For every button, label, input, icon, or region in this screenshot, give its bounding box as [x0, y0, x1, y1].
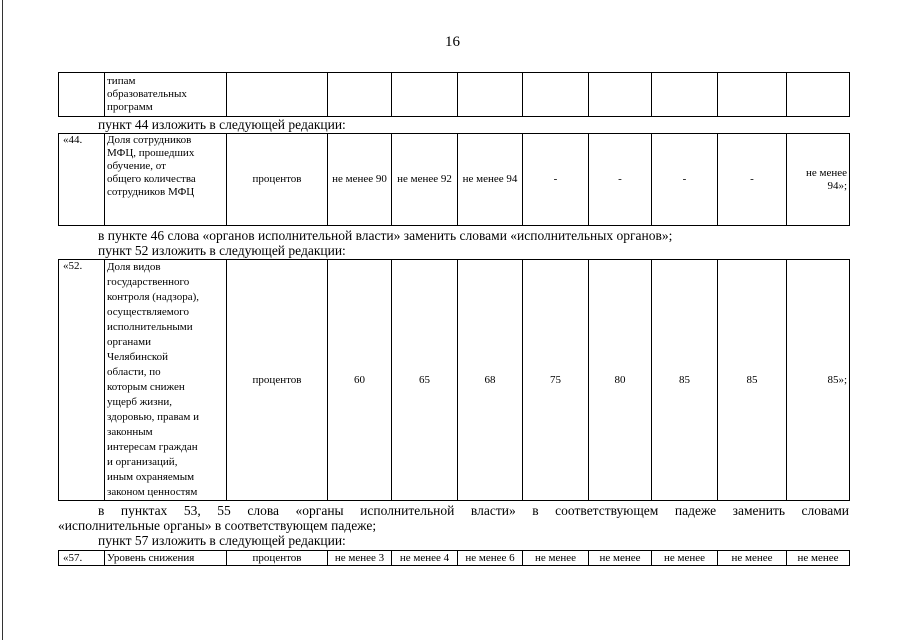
paragraph-52: пункт 52 изложить в следующей редакции:	[98, 243, 346, 258]
row-value: не менее	[787, 551, 850, 566]
desc-line: законом ценностям	[107, 486, 198, 498]
row-description	[105, 134, 227, 226]
desc-line: государственного	[107, 276, 190, 288]
row-number: «57.	[59, 551, 105, 566]
row-value: не менее 94	[458, 134, 523, 226]
page-number: 16	[445, 34, 460, 50]
desc-line: обучение, от	[107, 160, 166, 172]
row-value: 85	[652, 260, 718, 501]
cell-value	[718, 73, 787, 117]
row-value: не менее	[589, 551, 652, 566]
desc-line: сотрудников МФЦ	[107, 186, 195, 198]
row-number: «52.	[59, 260, 105, 501]
cell-value	[392, 73, 458, 117]
desc-line: ущерб жизни,	[107, 396, 173, 408]
desc-line: МФЦ, прошедших	[107, 147, 195, 159]
paragraph-46: в пункте 46 слова «органов исполнительной власти» заменить словами «исполнительных органов»;	[98, 228, 673, 243]
cell-value	[328, 73, 392, 117]
desc-line: здоровью, правам и	[107, 411, 199, 423]
row-value: -	[718, 134, 787, 226]
row-value: не менее	[718, 551, 787, 566]
paragraph-53-line2: «исполнительные органы» в соответствующем падеже;	[58, 518, 377, 533]
desc-line: и организаций,	[107, 456, 178, 468]
desc-line: Доля сотрудников	[107, 134, 192, 146]
row-value: не менее 90	[328, 134, 392, 226]
cell-num	[59, 73, 105, 117]
desc-line: интересам граждан	[107, 441, 198, 453]
row-value: не менее	[523, 551, 589, 566]
cell-value	[787, 73, 850, 117]
row-description	[105, 260, 227, 501]
desc-line: Челябинской	[107, 351, 169, 363]
desc-line: общего количества	[107, 173, 196, 185]
row-value: не менее 4	[392, 551, 458, 566]
row-value: -	[523, 134, 589, 226]
paragraph-53-line1: в пунктах 53, 55 слова «органы исполнительной власти» в соответствующем падеже заменить словами	[98, 503, 849, 518]
cell-value	[523, 73, 589, 117]
row-value: 68	[458, 260, 523, 501]
row-value: не менее 6	[458, 551, 523, 566]
row-unit: процентов	[227, 260, 328, 501]
desc-line: иным охраняемым	[107, 471, 195, 483]
desc-line: органами	[107, 336, 152, 348]
row-unit: процентов	[227, 134, 328, 226]
row-description: Уровень снижения	[105, 551, 227, 566]
row-value: 85	[718, 260, 787, 501]
cell-value	[589, 73, 652, 117]
row-value: не менее 92	[392, 134, 458, 226]
desc-line: которым снижен	[107, 381, 185, 393]
row-value: -	[652, 134, 718, 226]
desc-line: программ	[107, 101, 153, 113]
row-value: 60	[328, 260, 392, 501]
desc-line: образовательных	[107, 88, 187, 100]
cell-value	[458, 73, 523, 117]
row-value: 85»;	[787, 260, 850, 501]
row-value: 75	[523, 260, 589, 501]
desc-line: законным	[107, 426, 153, 438]
paragraph-57: пункт 57 изложить в следующей редакции:	[98, 533, 346, 548]
cell-desc	[105, 73, 227, 117]
row-value: 80	[589, 260, 652, 501]
table-row-44	[58, 133, 850, 226]
paragraph-44: пункт 44 изложить в следующей редакции:	[98, 117, 346, 132]
desc-line: типам	[107, 75, 136, 87]
desc-line: Доля видов	[107, 261, 161, 273]
desc-line: области, по	[107, 366, 161, 378]
cell-value	[652, 73, 718, 117]
row-value: 65	[392, 260, 458, 501]
row-value: не менее	[652, 551, 718, 566]
row-value: не менее 3	[328, 551, 392, 566]
row-unit: процентов	[227, 551, 328, 566]
table-top	[58, 72, 850, 117]
desc-line: исполнительными	[107, 321, 193, 333]
row-value: не менее 94»;	[787, 134, 850, 226]
desc-line: осуществляемого	[107, 306, 190, 318]
table-row-57	[58, 550, 850, 566]
table-row-52	[58, 259, 850, 501]
page-edge	[2, 0, 3, 640]
row-value: -	[589, 134, 652, 226]
cell-unit	[227, 73, 328, 117]
desc-line: контроля (надзора),	[107, 291, 200, 303]
row-number: «44.	[59, 134, 105, 226]
